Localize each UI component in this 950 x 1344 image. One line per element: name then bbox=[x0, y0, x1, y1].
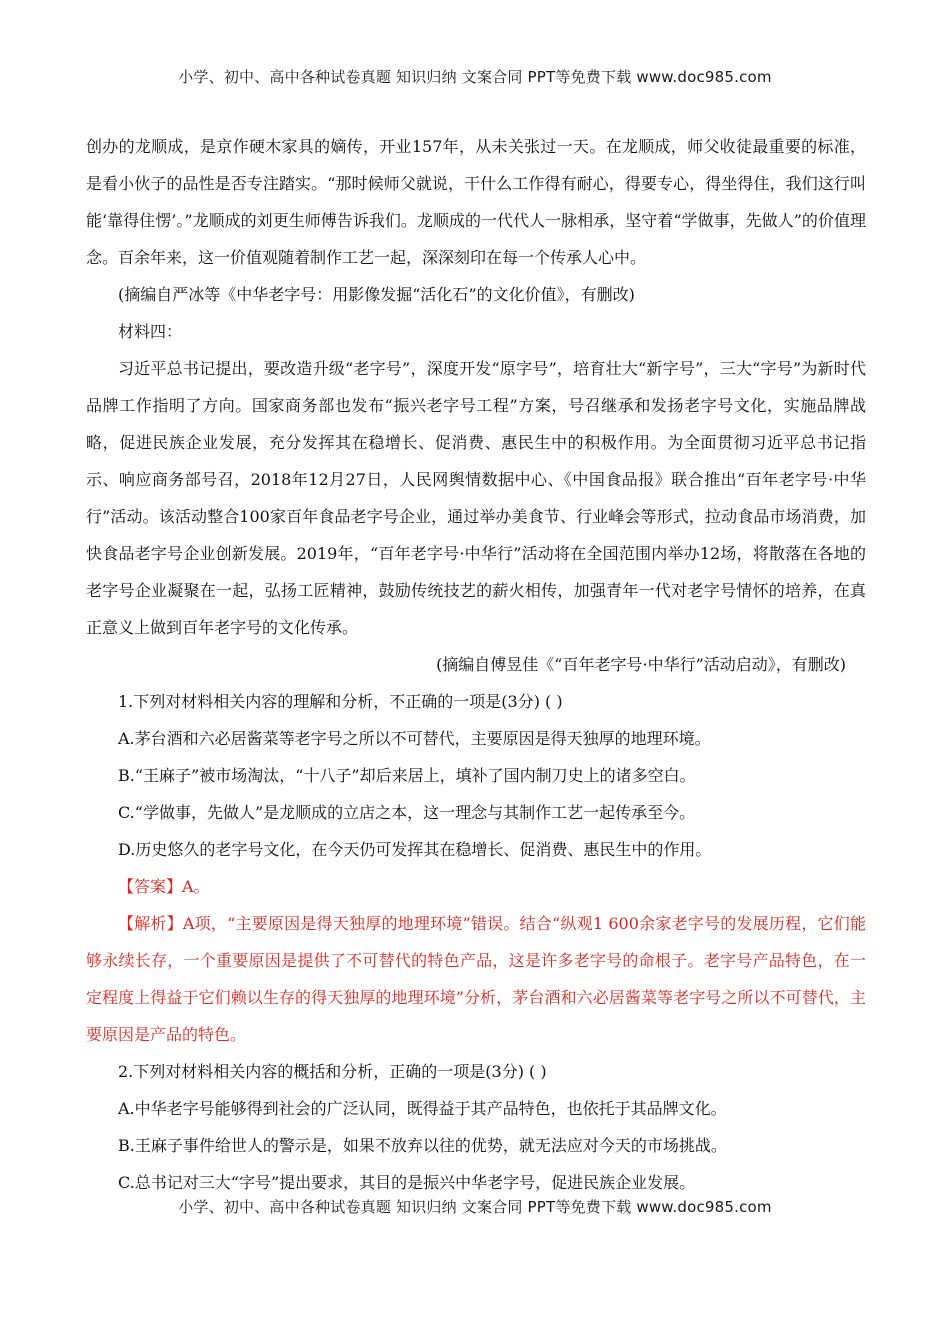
question1-option-d: D.历史悠久的老字号文化，在今天仍可发挥其在稳增长、促消费、惠民生中的作用。 bbox=[118, 840, 712, 859]
question1-option-a: A.茅台酒和六必居酱菜等老字号之所以不可替代，主要原因是得天独厚的地理环境。 bbox=[118, 729, 711, 748]
question2-option-a: A.中华老字号能够得到社会的广泛认同，既得益于其产品特色，也依托于其品牌文化。 bbox=[118, 1099, 727, 1118]
material4-paragraph: 习近平总书记提出，要改造升级“老字号”，深度开发“原字号”，培育壮大“新字号”，三大“字号”为新时代品牌工作指明了方向。国家商务部也发布“振兴老字号工程”方案，号召继承和发扬老字号文化，实施品牌战略，促进民族企业发展，充分发挥其在稳增长、促消费、惠民生中的积极作用。为全面贯彻习近平总书记指示、响应商务部号召，2018年12月27日，人民网舆情数据中心、《中国食品报》联合推出“百年老字号·中华行”活动。该活动整合100家百年食品老字号企业，通过举办美食节、行业峰会等形式，拉动食品市场消费，加快食品老字号企业创新发展。2019年，“百年老字号·中华行”活动将在全国范围内举办12场，将散落在各地的老字号企业凝聚在一起，弘扬工匠精神，鼓励传统技艺的薪火相传，加强青年一代对老字号情怀的培养，在真正意义上做到百年老字号的文化传承。 bbox=[86, 359, 866, 637]
page-footer: 小学、初中、高中各种试卷真题 知识归纳 文案合同 PPT等免费下载 www.doc985.com bbox=[178, 1198, 772, 1216]
question1-answer: 【答案】A。 bbox=[118, 877, 210, 896]
document-body bbox=[86, 128, 866, 1201]
material4-source: (摘编自傅昱佳《“百年老字号·中华行”活动启动》，有删改) bbox=[436, 655, 846, 674]
question2-option-c: C.总书记对三大“字号”提出要求，其目的是振兴中华老字号，促进民族企业发展。 bbox=[118, 1173, 696, 1192]
question1-analysis: 【解析】A项，“主要原因是得天独厚的地理环境”错误。结合“纵观1 600余家老字号的发展历程，它们能够永续长存，一个重要原因是提供了不可替代的特色产品，这是许多老字号的命根子。老字号产品特色，在一定程度上得益于它们赖以生存的得天独厚的地理环境”分析，茅台酒和六必居酱菜等老字号之所以不可替代，主要原因是产品的特色。 bbox=[86, 914, 866, 1044]
question1-option-c: C.“学做事，先做人”是龙顺成的立店之本，这一理念与其制作工艺一起传承至今。 bbox=[118, 803, 696, 822]
material3-paragraph: 创办的龙顺成，是京作硬木家具的嫡传，开业157年，从未关张过一天。在龙顺成，师父收徒最重要的标准，是看小伙子的品性是否专注踏实。“那时候师父就说，干什么工作得有耐心，得要专心，得坐得住，我们这行叫能‘靠得住愣’。”龙顺成的刘更生师傅告诉我们。龙顺成的一代代人一脉相承，坚守着“学做事，先做人”的价值理念。百余年来，这一价值观随着制作工艺一起，深深刻印在每一个传承人心中。 bbox=[86, 137, 866, 267]
material3-source: (摘编自严冰等《中华老字号：用影像发掘“活化石”的文化价值》，有删改) bbox=[118, 285, 635, 304]
question1-option-b: B.“王麻子”被市场淘汰，“十八子”却后来居上，填补了国内制刀史上的诸多空白。 bbox=[118, 766, 696, 785]
material4-label: 材料四： bbox=[118, 322, 183, 341]
page-header: 小学、初中、高中各种试卷真题 知识归纳 文案合同 PPT等免费下载 www.doc985.com bbox=[178, 68, 772, 86]
question1-stem: 1.下列对材料相关内容的理解和分析，不正确的一项是(3分) ( ) bbox=[118, 692, 563, 711]
question2-stem: 2.下列对材料相关内容的概括和分析，正确的一项是(3分) ( ) bbox=[118, 1062, 547, 1081]
question2-option-b: B.王麻子事件给世人的警示是，如果不放弃以往的优势，就无法应对今天的市场挑战。 bbox=[118, 1136, 727, 1155]
